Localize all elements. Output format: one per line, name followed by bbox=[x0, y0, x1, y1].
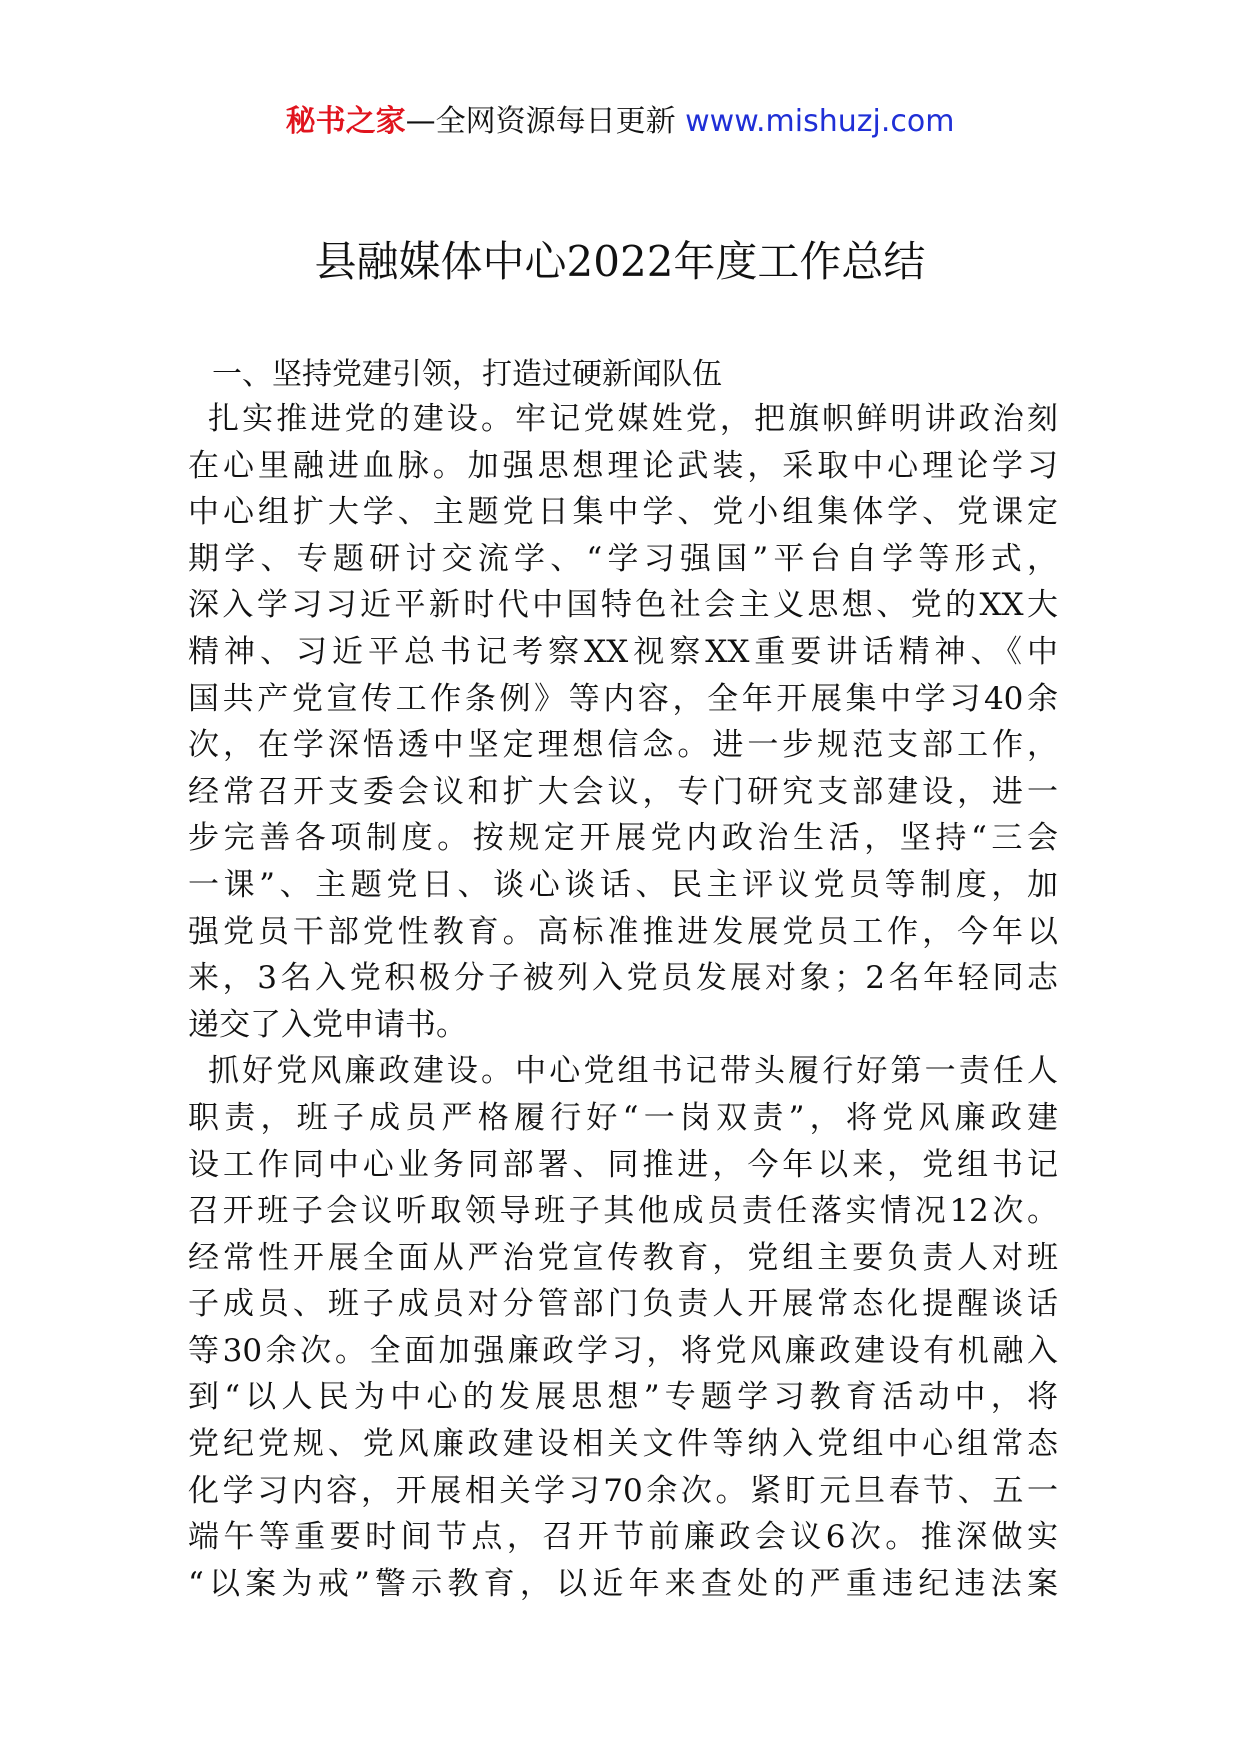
paragraph-line: 国共产党宣传工作条例》等内容，全年开展集中学习40余 bbox=[188, 680, 1058, 717]
paragraph-line: 抓好党风廉政建设。中心党组书记带头履行好第一责任人 bbox=[208, 1053, 1058, 1090]
paragraph-line: 召开班子会议听取领导班子其他成员责任落实情况12次。 bbox=[188, 1193, 1058, 1230]
paragraph-line: 到“以人民为中心的发展思想”专题学习教育活动中，将 bbox=[188, 1379, 1058, 1416]
paragraph-line: 经常性开展全面从严治党宣传教育，党组主要负责人对班 bbox=[188, 1239, 1058, 1276]
paragraph-line: 职责，班子成员严格履行好“一岗双责”，将党风廉政建 bbox=[188, 1099, 1058, 1136]
paragraph-line: 一课”、主题党日、谈心谈话、民主评议党员等制度，加 bbox=[188, 866, 1058, 903]
site-header bbox=[0, 100, 1240, 144]
paragraph-line: 递交了入党申请书。 bbox=[188, 1006, 467, 1043]
section-heading: 一、坚持党建引领，打造过硬新闻队伍 bbox=[212, 357, 722, 392]
paragraph-line: 经常召开支委会议和扩大会议，专门研究支部建设，进一 bbox=[188, 773, 1058, 810]
paragraph-line: 步完善各项制度。按规定开展党内政治生活，坚持“三会 bbox=[188, 820, 1058, 857]
paragraph-line: 深入学习习近平新时代中国特色社会主义思想、党的XX大 bbox=[188, 587, 1058, 624]
paragraph-line: 强党员干部党性教育。高标准推进发展党员工作，今年以 bbox=[188, 913, 1058, 950]
paragraph-line: 期学、专题研讨交流学、“学习强国”平台自学等形式， bbox=[188, 540, 1058, 577]
paragraph-line: 端午等重要时间节点，召开节前廉政会议6次。推深做实 bbox=[188, 1519, 1058, 1556]
paragraph-line: 精神、习近平总书记考察XX视察XX重要讲话精神、《中 bbox=[188, 633, 1058, 670]
brand-name: 秘书之家 bbox=[285, 104, 406, 139]
paragraph-line: 党纪党规、党风廉政建设相关文件等纳入党组中心组常态 bbox=[188, 1426, 1058, 1463]
paragraph-line: 中心组扩大学、主题党日集中学、党小组集体学、党课定 bbox=[188, 494, 1058, 531]
paragraph-line: 化学习内容，开展相关学习70余次。紧盯元旦春节、五一 bbox=[188, 1472, 1058, 1509]
paragraph-line: 来，3名入党积极分子被列入党员发展对象；2名年轻同志 bbox=[188, 960, 1058, 997]
paragraph-line: 在心里融进血脉。加强思想理论武装，采取中心理论学习 bbox=[188, 447, 1058, 484]
site-url-link[interactable]: www.mishuzj.com bbox=[685, 104, 955, 139]
document-body bbox=[188, 354, 1058, 1607]
paragraph-line: 等30余次。全面加强廉政学习，将党风廉政建设有机融入 bbox=[188, 1332, 1058, 1369]
paragraph-line: 设工作同中心业务同部署、同推进，今年以来，党组书记 bbox=[188, 1146, 1058, 1183]
paragraph-line: 扎实推进党的建设。牢记党媒姓党，把旗帜鲜明讲政治刻 bbox=[208, 401, 1058, 437]
document-title: 县融媒体中心2022年度工作总结 bbox=[314, 237, 926, 286]
paragraph-line: “以案为戒”警示教育，以近年来查处的严重违纪违法案 bbox=[188, 1565, 1058, 1602]
header-tagline: —全网资源每日更新 bbox=[405, 104, 686, 139]
paragraph-line: 子成员、班子成员对分管部门负责人开展常态化提醒谈话 bbox=[188, 1286, 1058, 1323]
paragraph-line: 次，在学深悟透中坚定理想信念。进一步规范支部工作， bbox=[188, 727, 1058, 764]
